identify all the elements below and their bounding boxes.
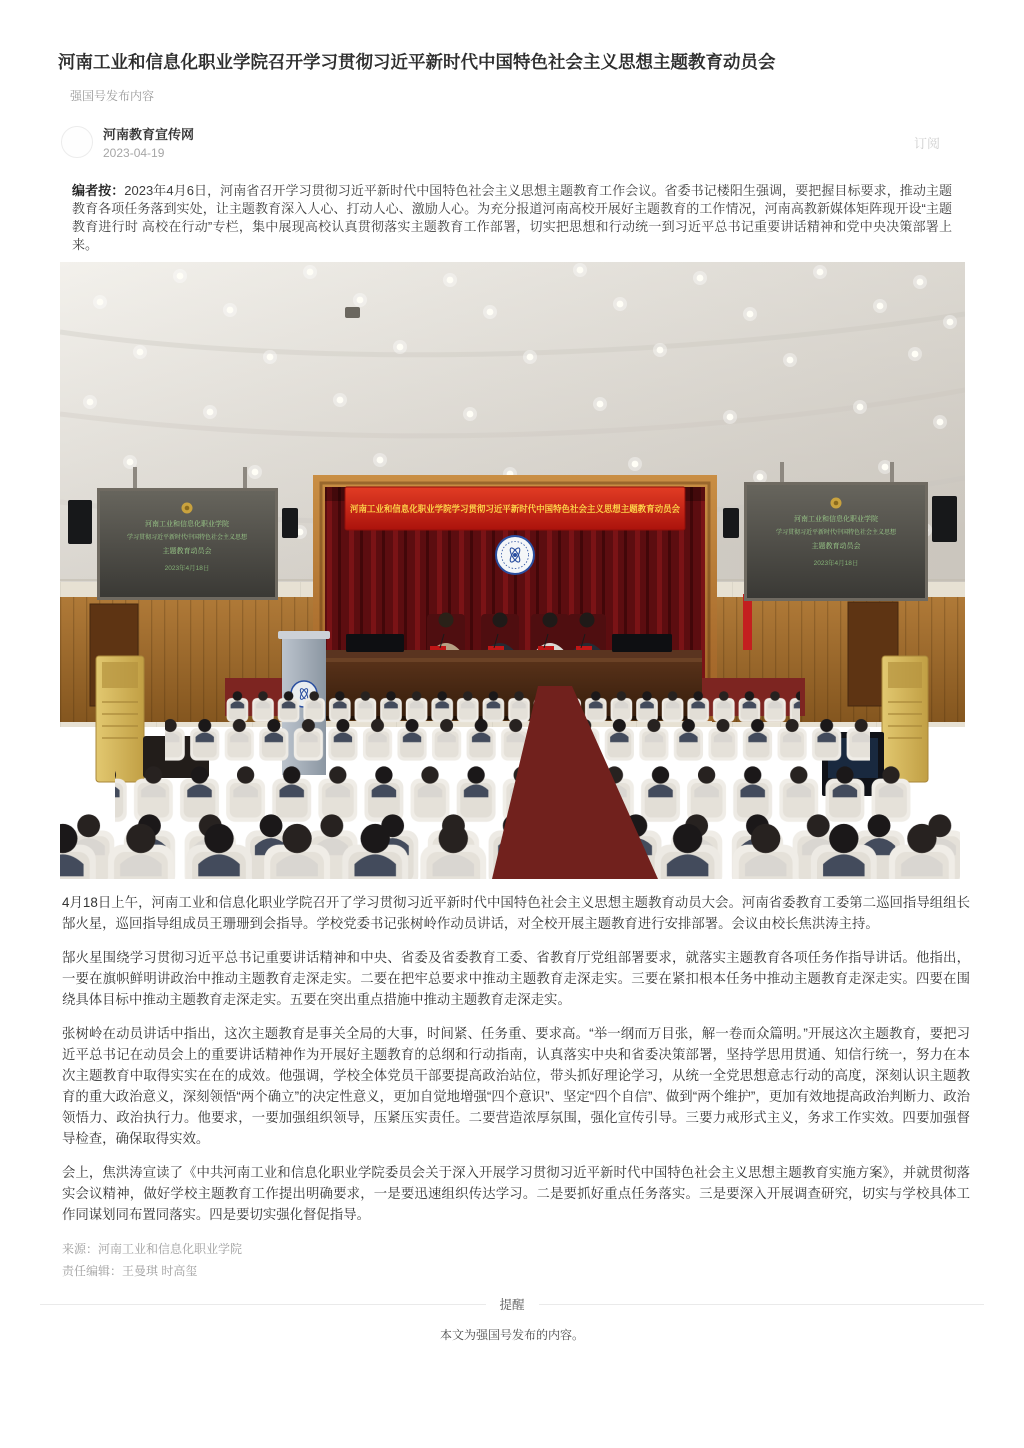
slide-line3: 主题教育动员会 [162, 548, 212, 555]
publisher-avatar[interactable] [61, 126, 93, 158]
slide-line2: 学习贯彻习近平新时代中国特色社会主义思想 [126, 535, 248, 541]
article-paragraph-4: 会上，焦洪涛宣读了《中共河南工业和信息化职业学院委员会关于深入开展学习贯彻习近平新时代中国特色社会主义思想主题教育实施方案》，并就贯彻落实会议精神，做好学校主题教育工作提出明确要求，一是要迅速组织传达学习。二是要抓好重点任务落实。三是要深入开展调查研究，切实与学校具体工作同谋划同布置同落实。四是要切实强化督促指导。 [62, 1165, 970, 1222]
reminder-divider [40, 1295, 984, 1313]
article-paragraph-1: 4月18日上午，河南工业和信息化职业学院召开了学习贯彻习近平新时代中国特色社会主义思想主题教育动员大会。河南省委教育工委第二巡回指导组组长郜火星，巡回指导组成员王珊珊到会指导。学校党委书记张树岭作动员讲话，对全校开展主题教育进行安排部署。会议由校长焦洪涛主持。 [62, 895, 970, 931]
publisher-row [58, 124, 966, 160]
wall-flag [743, 594, 752, 650]
ceiling-projector [345, 307, 360, 318]
stage-banner-text: 河南工业和信息化职业学院学习贯彻习近平新时代中国特色社会主义思想主题教育动员会 [350, 504, 702, 514]
article-body [58, 892, 970, 1225]
page-title: 河南工业和信息化职业学院召开学习贯彻习近平新时代中国特色社会主义思想主题教育动员会 [58, 52, 776, 72]
page-subtitle: 强国号发布内容 [70, 89, 155, 103]
article-photo[interactable] [60, 262, 966, 879]
publish-date: 2023-04-19 [103, 146, 165, 160]
conference-hall-photo [60, 262, 965, 879]
slide-line4: 2023年4月18日 [164, 565, 210, 572]
source-line: 来源：河南工业和信息化职业学院 [62, 1242, 243, 1256]
article-paragraph-3: 张树岭在动员讲话中指出，这次主题教育是事关全局的大事，时间紧、任务重、要求高。“举一纲而万目张，解一卷而众篇明。”开展这次主题教育，要把习近平总书记在动员会上的重要讲话精神作为开展好主题教育的总纲和行动指南，认真落实中央和省委决策部署，坚持学思用贯通、知信行统一，努力在本次主题教育中取得实实在在的成效。他强调，学校全体党员干部要提高政治站位，带头抓好理论学习，从统一全党思想意志行动的高度，深刻认识主题教育的重大政治意义，深刻领悟“两个确立”的决定性意义，更加自觉地增强“四个意识”、坚定“四个自信”、做到“两个维护”，更加有效地提高政治判断力、政治领悟力、政治执行力。他要求，一要加强组织领导，压紧压实责任。二要营造浓厚氛围，强化宣传引导。三要力戒形式主义，务求工作实效。四要加强督导检查，确保取得实效。 [62, 1026, 970, 1146]
slide-line4: 2023年4月18日 [813, 560, 859, 567]
slide-line2: 学习贯彻习近平新时代中国特色社会主义思想 [775, 530, 897, 536]
editor-note-label: 编者按： [72, 183, 125, 198]
reminder-text: 本文为强国号发布的内容。 [439, 1328, 584, 1342]
article-paragraph-2: 郜火星围绕学习贯彻习近平总书记重要讲话精神和中央、省委及省委教育工委、省教育厅党组部署要求，就落实主题教育各项任务作指导讲话。他指出，一要在旗帜鲜明讲政治中推动主题教育走深走实。二要在把牢总要求中推动主题教育走深走实。三要在紧扣根本任务中推动主题教育走深走实。四要在围绕具体目标中推动主题教育走深走实。五要在突出重点措施中推动主题教育走深走实。 [62, 950, 970, 1007]
divider-line-right [539, 1304, 985, 1305]
editor-note [72, 182, 952, 254]
reminder-label: 提醒 [499, 1298, 525, 1312]
editors-line: 责任编辑：王曼琪 时高玺 [62, 1264, 198, 1278]
audience [60, 686, 965, 879]
slide-line1: 河南工业和信息化职业学院 [794, 516, 878, 523]
school-emblem [496, 536, 534, 574]
subscribe-button[interactable]: 订阅 [913, 135, 940, 151]
publisher-name[interactable]: 河南教育宣传网 [103, 127, 195, 142]
divider-line-left [40, 1304, 486, 1305]
slide-line1: 河南工业和信息化职业学院 [145, 521, 229, 528]
editor-note-text: 2023年4月6日，河南省召开学习贯彻习近平新时代中国特色社会主义思想主题教育工作会议。省委书记楼阳生强调，要把握目标要求，推动主题教育各项任务落到实处，让主题教育深入人心、打动人心、激励人心。为充分报道河南高校开展好主题教育的工作情况，河南高教新媒体矩阵现开设“主题教育进行时 高校在行动”专栏，集中展现高校认真贯彻落实主题教育工作部署，切实把思想和行动统一到习近平总书记重要讲话精神和党中央决策部署上来。 [72, 183, 952, 252]
slide-line3: 主题教育动员会 [811, 543, 861, 550]
projection-screen-right [744, 462, 928, 601]
